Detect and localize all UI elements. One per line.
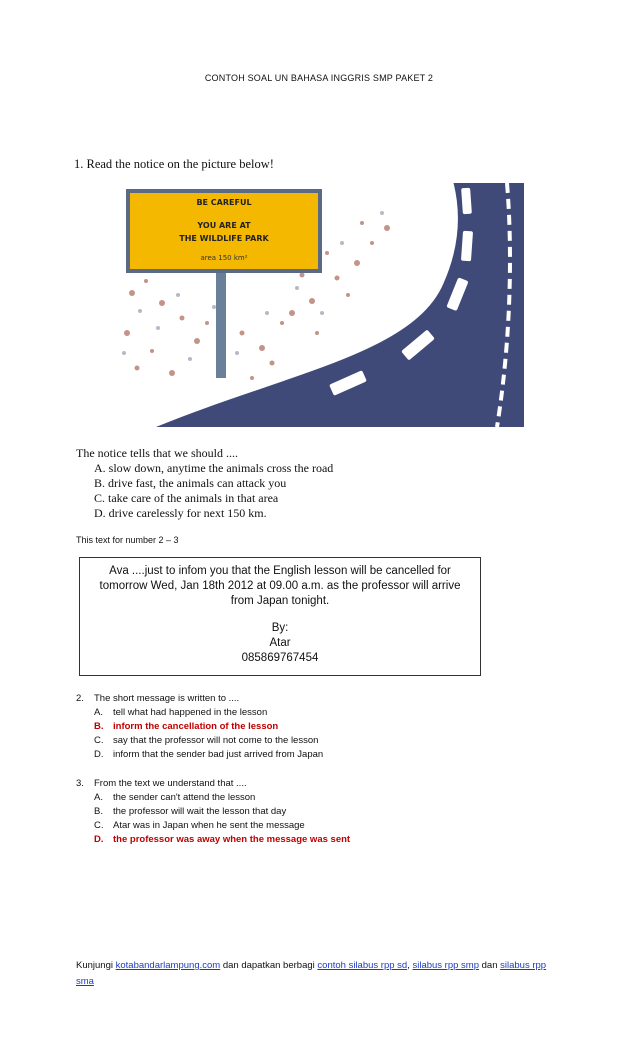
question-1-option-a: A. slow down, anytime the animals cross the road	[94, 461, 334, 475]
question-2-option-d: D. inform that the sender bad just arrived from Japan	[94, 749, 324, 760]
sign-line-3: THE WILDLIFE PARK	[179, 234, 269, 243]
question-3-option-d-correct: D. the professor was away when the message was sent	[94, 834, 351, 845]
footer-link-silabus-sd[interactable]: contoh silabus rpp sd	[317, 960, 408, 971]
question-1-prompt: 1. Read the notice on the picture below!	[74, 157, 274, 171]
question-3	[76, 777, 350, 847]
question-1-option-c: C. take care of the animals in that area	[94, 491, 279, 505]
message-by: By:	[271, 622, 289, 634]
question-2-number: 2.	[76, 693, 84, 704]
footer-link-kotabandarlampung[interactable]: kotabandarlampung.com	[115, 960, 221, 971]
question-1-option-d: D. drive carelessly for next 150 km.	[94, 506, 267, 520]
question-2-option-b-correct: B. inform the cancellation of the lesson	[94, 721, 279, 732]
question-2-option-c: C. say that the professor will not come to the lesson	[94, 735, 319, 746]
question-3-number: 3.	[76, 778, 84, 789]
road-sign-illustration	[112, 183, 524, 427]
question-2-stem: The short message is written to ....	[94, 693, 240, 704]
sign-line-2: YOU ARE AT	[197, 221, 251, 230]
wildlife-park-notice-picture	[112, 183, 524, 427]
question-1-option-b: B. drive fast, the animals can attack you	[94, 476, 287, 490]
question-2-option-a: A. tell what had happened in the lesson	[94, 707, 268, 718]
question-3-stem: From the text we understand that ....	[94, 778, 247, 789]
footer-link-silabus-smp[interactable]: silabus rpp smp	[412, 960, 479, 971]
question-3-option-a: A. the sender can't attend the lesson	[94, 792, 256, 803]
sign-line-4: area 150 km²	[200, 254, 248, 262]
message-sender-name: Atar	[269, 637, 291, 649]
question-1-stem: The notice tells that we should ....	[76, 446, 238, 460]
text-for-label: This text for number 2 – 3	[76, 535, 179, 545]
question-1-options	[94, 461, 333, 521]
short-message-box	[79, 557, 481, 676]
footer-visit-text: Kunjungi	[76, 960, 116, 971]
question-2	[76, 692, 323, 762]
page-footer: Kunjungi kotabandarlampung.com dan dapatkan berbagi contoh silabus rpp sd, silabus rpp smp dan silabus rpp sma	[76, 960, 547, 987]
message-phone: 085869767454	[241, 652, 319, 664]
sign-line-1: BE CAREFUL	[196, 198, 252, 207]
message-body: Ava ....just to infom you that the English lesson will be cancelled for tomorrow Wed, Jan 18th 2012 at 09.00 a.m. as the professor will arrive from Japan tonight.	[99, 565, 461, 607]
question-3-option-b: B. the professor will wait the lesson that day	[94, 806, 287, 817]
question-3-option-c: C. Atar was in Japan when he sent the message	[94, 820, 305, 831]
footer-mid-text: dan dapatkan berbagi	[220, 960, 318, 971]
footer-link-silabus-sma[interactable]: silabus rpp sma	[76, 960, 547, 987]
page-header: CONTOH SOAL UN BAHASA INGGRIS SMP PAKET 2	[204, 73, 434, 83]
